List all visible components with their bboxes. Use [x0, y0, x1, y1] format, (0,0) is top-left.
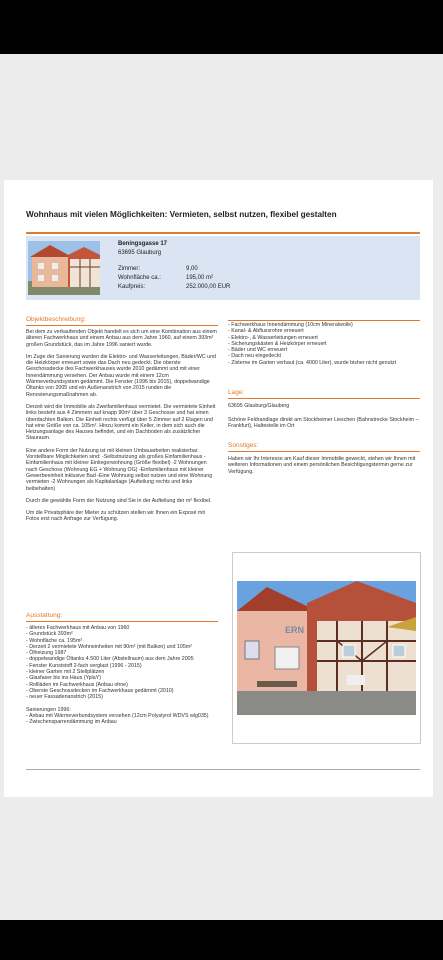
property-summary-box	[26, 236, 420, 300]
ausstattung-item: - neuer Fassadenanstrich (2015)	[26, 694, 103, 701]
feature-item: - Elektro-, & Wasserleitungen erneuert	[228, 334, 318, 341]
ausstattung-item: - Oberste Geschossdecken im Fachwerkhaus gedämmt (2010)	[26, 687, 174, 694]
objekt-paragraph: Bei dem zu verkaufenden Objekt handelt es sich um eine Kombination aus einem älteren Fachwerkhaus und einem Anbau aus dem Jahre 1960, auf einem 393m² großen Grundstück, das im Jahre 1996 saniert wurde.	[26, 329, 217, 348]
living-area-label: Wohnfläche ca.:	[118, 275, 161, 281]
svg-text:ERN: ERN	[285, 625, 305, 635]
ausstattung-underline	[26, 621, 218, 622]
ausstattung-item: - Fenster Kunststoff 2-fach verglast (1996 - 2015)	[26, 662, 142, 669]
objektbeschreibung-underline	[26, 325, 218, 326]
lage-heading: Lage:	[228, 389, 245, 396]
rooms-label: Zimmer:	[118, 266, 140, 272]
right-feature-list	[228, 322, 420, 366]
ausstattung-item: - Glasfaser bis ins Haus (YplaY)	[26, 675, 101, 682]
bottom-black-bar	[0, 920, 443, 960]
feature-item: - Kanal- & Abflussrohre erneuert	[228, 328, 304, 335]
sonstiges-text: Haben wir Ihr Interesse am Kauf dieser Immobilie geweckt, stehen wir Ihnen mit weiteren Informationen und einem persönlichen Besichtigungstermin gerne zur Verfügung.	[228, 456, 416, 475]
ausstattung-item: - kleiner Garten mit 2 Stellplätzen	[26, 669, 105, 676]
house-photo	[237, 581, 416, 715]
objekt-paragraph: Eine andere Form der Nutzung ist mit kleinen Umbauarbeiten realisierbar. Vorstellbare Möglichkeiten sind: -Selbstnutzung als großes Einfamilienhaus -Einfamilienhaus mit kleiner Einliegerwohnung (Größe flexibel) -2 Wohnungen nach Geschoss (Wohnung EG + Wohnung OG) -Einfamilienhaus mit kleiner Gewerbeeinheit inklusive Bad -Eine Wohnung selbst nutzen und eine Wohnung vermieten -2 Wohnungen als Kapitalanlage (Aufteilung rechts und links beibehalten)	[26, 447, 213, 492]
feature-item: - Bäder und WC erneuert	[228, 347, 288, 354]
ausstattung-heading: Ausstattung:	[26, 612, 63, 619]
lage-location: 63695 Glauburg/Glauberg	[228, 403, 290, 409]
rooms-value: 9,00	[186, 266, 198, 272]
title-divider	[26, 232, 420, 234]
living-area-value: 195,00 m²	[186, 275, 214, 281]
ausstattung-item: - älteres Fachwerkhaus mit Anbau von 1960	[26, 625, 130, 631]
ausstattung-list	[26, 625, 218, 725]
feature-item: - Fachwerkhaus Innendämmung (10cm Mineralwolle)	[228, 322, 353, 328]
feature-item: - Zisterne im Garten verbaut (ca. 4000 Liter), wurde bisher nicht genutzt	[228, 359, 397, 366]
price-label: Kaufpreis:	[118, 284, 146, 290]
ausstattung-item: - Ölheizung 1987	[26, 650, 67, 657]
ausstattung-item: - Wohnfläche ca. 195m²	[26, 637, 83, 644]
city-address: 63695 Glauburg	[118, 250, 162, 256]
sonstiges-heading: Sonstiges:	[228, 442, 259, 449]
lage-description: Schöne Feldrandlage direkt am Stockheimer Lieschen (Bahnstrecke Stockheim – Frankfurt), Haltestelle im Ort	[228, 417, 419, 430]
objekt-paragraph: Derzeit wird die Immobilie als Zweifamilienhaus vermietet. Die vermietete Einheit links besteht aus 4 Zimmern auf knapp 90m² über 3 Geschosse und hat einen überdachten Balkon. Die Einheit rechts verfügt über 5 Zimmer auf 2 Etagen und hat eine Größe von ca. 105m². Hinzu kommt ein Keller, in dem sich auch die Heizungsanlage des Hauses befindet, und ein Dachboden als zusätzlicher Stauraum.	[26, 403, 216, 442]
street-address: Beningsgasse 17	[118, 241, 168, 247]
objekt-paragraph: Im Zuge der Sanierung wurden die Elektro- und Wasserleitungen, Bäder/WC und die Heizkörper erneuert sowie das Dach neu gedeckt. Die oberste Geschossdecke des Fachwerkhauses wurde 2010 gedämmt und mit einer Innendämmung versehen. Der Anbau wurde mit einem 12cm Wärmeverbundsystem gedämmt. Die Fenster (1996 bis 2015), doppelwandige Öltanks von 2005 und ein Außenanstrich von 2015 runden die Renovierungsmaßnahmen ab.	[26, 353, 217, 398]
price-value: 252.000,00 EUR	[186, 284, 231, 290]
ausstattung-item: - doppelwandige Öltanks 4.500 Liter (Abstellraum) aus dem Jahre 2005	[26, 656, 194, 663]
sonstiges-underline	[228, 451, 420, 452]
top-black-bar	[0, 0, 443, 54]
sanierung-item: - Anbau mit Wärmeverbundsystem versehen (12cm Polystyrol WDVS wlg035)	[26, 712, 209, 719]
bottom-divider	[26, 769, 420, 770]
ausstattung-item: - Grundstück 393m²	[26, 631, 73, 638]
ausstattung-item: - Rollläden im Fachwerkhaus (Anbau ohne)	[26, 681, 128, 688]
objektbeschreibung-heading: Objektbeschreibung:	[26, 316, 86, 323]
house-photo-frame	[232, 552, 421, 744]
objekt-paragraph: Um die Privatsphäre der Mieter zu schützen stellen wir Ihnen ein Exposé mit Fotos erst nach Anfrage zur Verfügung.	[26, 510, 205, 523]
sanierung-heading: Sanierungen 1996:	[26, 706, 71, 713]
right-top-line	[228, 320, 420, 321]
lage-underline	[228, 398, 420, 399]
feature-item: - Dach neu eingedeckt	[228, 353, 282, 360]
ausstattung-item: - Derzeit 2 vermietete Wohneinheiten mit 90m² (mit Balkon) und 105m²	[26, 643, 192, 650]
page-title: Wohnhaus mit vielen Möglichkeiten: Vermieten, selbst nutzen, flexibel gestalten	[26, 210, 337, 219]
objekt-paragraph: Durch die gewählte Form der Nutzung sind Sie in der Aufteilung der m² flexibel.	[26, 497, 212, 504]
sanierung-item: - Zwischensparrendämmung im Anbau	[26, 719, 117, 726]
feature-item: - Sicherungskästen & Heizkörper erneuert	[228, 340, 327, 347]
objektbeschreibung-text	[26, 329, 218, 529]
house-thumbnail	[28, 241, 100, 295]
expose-page	[4, 180, 433, 797]
